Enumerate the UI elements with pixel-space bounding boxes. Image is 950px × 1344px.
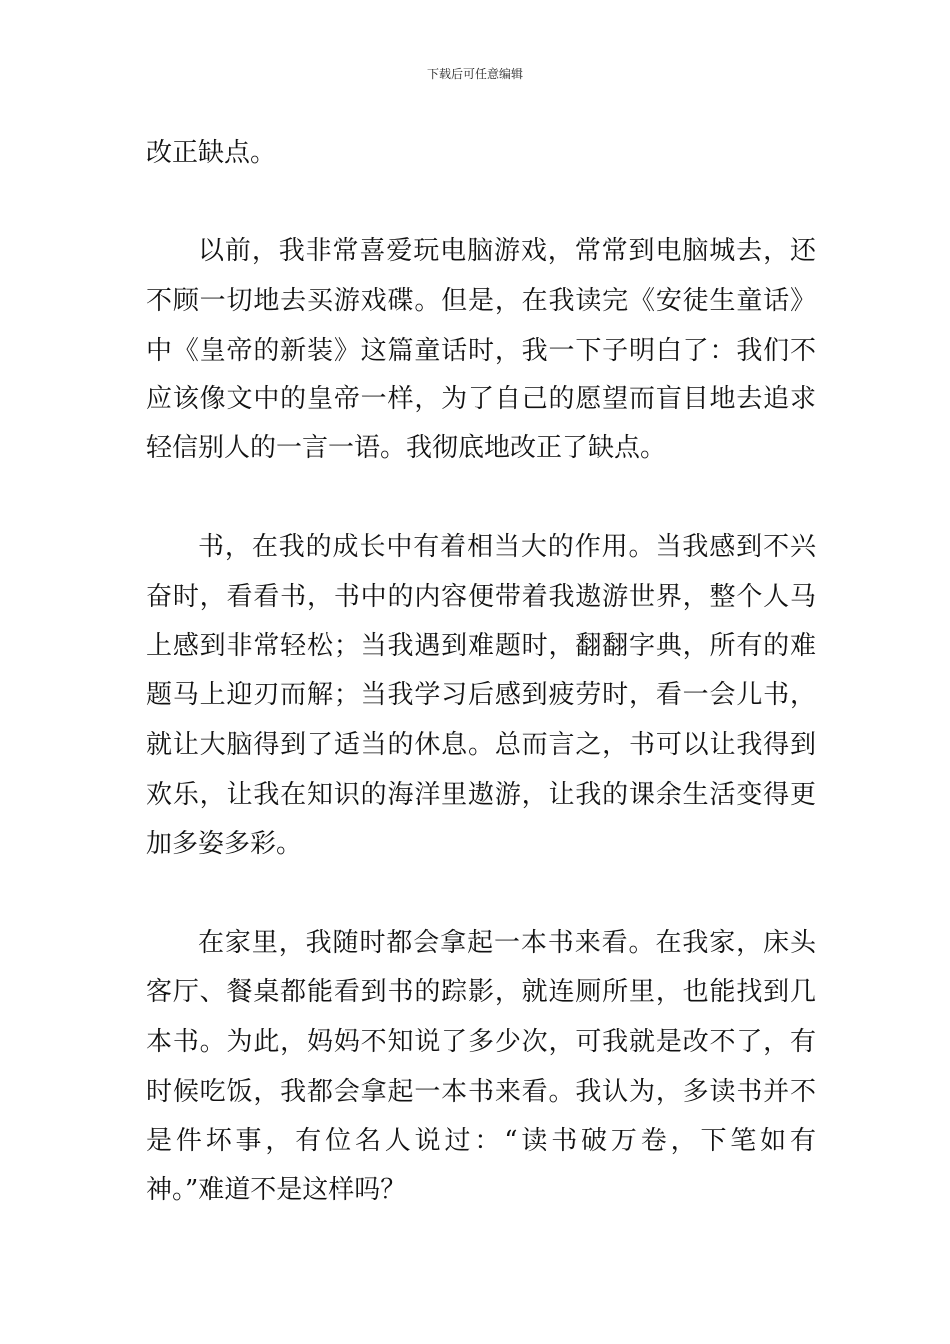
text-line: 上感到非常轻松；当我遇到难题时，翻翻字典，所有的难 [146, 631, 816, 661]
text-line: 神。”难道不是这样吗？ [146, 1175, 407, 1205]
text-line: 以前，我非常喜爱玩电脑游戏，常常到电脑城去，还 [198, 236, 816, 266]
text-line: 加多姿多彩。 [146, 829, 303, 859]
text-line: 轻信别人的一言一语。我彻底地改正了缺点。 [146, 433, 667, 463]
text-line: 题马上迎刃而解；当我学习后感到疲劳时，看一会儿书， [146, 680, 816, 710]
text-line: 不顾一切地去买游戏碟。但是，在我读完《安徒生童话》 [146, 286, 816, 316]
text-line: 奋时，看看书，书中的内容便带着我遨游世界，整个人马 [146, 582, 816, 612]
text-line: 是件坏事，有位名人说过：“读书破万卷，下笔如有 [146, 1126, 816, 1156]
text-line: 应该像文中的皇帝一样，为了自己的愿望而盲目地去追求 [146, 384, 816, 414]
text-line: 欢乐，让我在知识的海洋里遨游，让我的课余生活变得更 [146, 780, 816, 810]
text-line: 中《皇帝的新装》这篇童话时，我一下子明白了：我们不 [146, 336, 816, 366]
page-header: 下载后可任意编辑 [426, 67, 523, 81]
text-line: 本书。为此，妈妈不知说了多少次，可我就是改不了，有 [146, 1027, 816, 1057]
text-line: 在家里，我随时都会拿起一本书来看。在我家，床头 [198, 928, 816, 958]
text-line: 书，在我的成长中有着相当大的作用。当我感到不兴 [198, 532, 816, 562]
text-line: 时候吃饭，我都会拿起一本书来看。我认为，多读书并不 [146, 1077, 816, 1107]
text-line: 就让大脑得到了适当的休息。总而言之，书可以让我得到 [146, 730, 816, 760]
text-line: 客厅、餐桌都能看到书的踪影，就连厕所里，也能找到几 [146, 977, 816, 1007]
text-line: 改正缺点。 [146, 138, 277, 168]
